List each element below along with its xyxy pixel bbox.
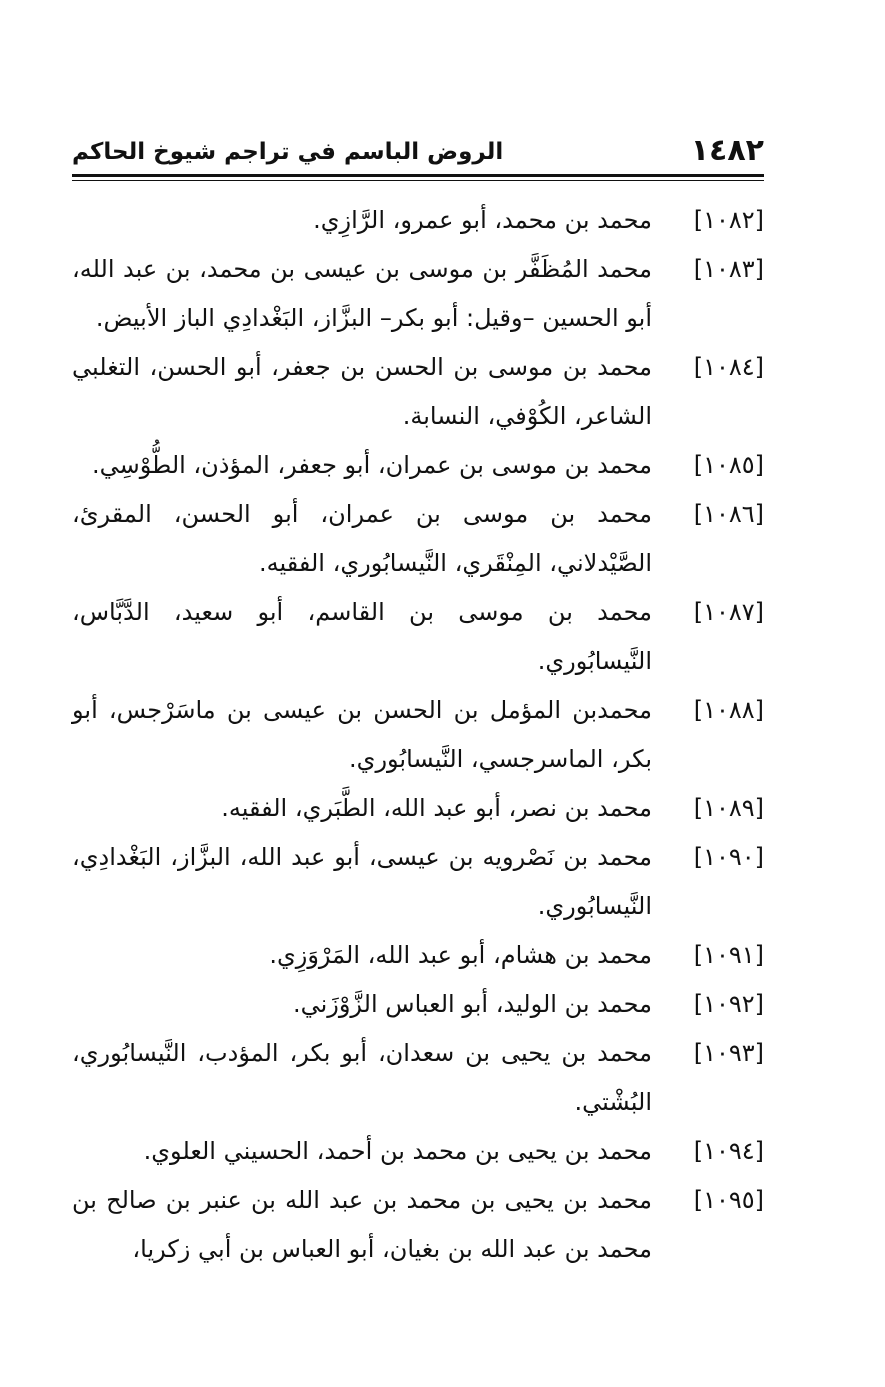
entry-text: محمد بن هشام، أبو عبد الله، المَرْوَزِي. [269, 941, 652, 969]
entry-number: [١٠٩٣] [693, 1039, 764, 1067]
entry-number: [١٠٨٢] [693, 206, 764, 234]
entry-number: [١٠٩٠] [693, 843, 764, 871]
entry-text: محمد بن يحيى بن محمد بن أحمد، الحسيني العلوي. [143, 1137, 652, 1165]
entry-number: [١٠٩٢] [693, 990, 764, 1018]
entry-text: محمد بن نَصْرويه بن عيسى، أبو عبد الله، البزَّاز، البَغْدادِي، النَّيسابُوري. [72, 843, 652, 920]
entry-1086 [72, 490, 764, 588]
entry-text: محمد المُظَفَّر بن موسى بن عيسى بن محمد، بن عبد الله، أبو الحسين –وقيل: أبو بكر– البزَّاز، البَغْدادِي الباز الأبيض. [72, 255, 652, 332]
entry-text: محمد بن موسى بن عمران، أبو جعفر، المؤذن، الطُّوْسِي. [91, 451, 652, 479]
entry-1095 [72, 1176, 764, 1274]
page-header [72, 132, 764, 170]
entry-number: [١٠٩١] [693, 941, 764, 969]
entry-number: [١٠٨٥] [693, 451, 764, 479]
entry-text: محمد بن يحيى بن سعدان، أبو بكر، المؤدب، النَّيسابُوري، البُشْتي. [72, 1039, 652, 1116]
running-title: الروض الباسم في تراجم شيوخ الحاكم [72, 139, 504, 165]
entry-number: [١٠٨٣] [693, 255, 764, 283]
entry-1085 [72, 441, 764, 490]
entry-number: [١٠٨٤] [693, 353, 764, 381]
entry-1092 [72, 980, 764, 1029]
entry-1094 [72, 1127, 764, 1176]
entry-1084 [72, 343, 764, 441]
page-number: ١٤٨٢ [690, 133, 764, 168]
entry-1082 [72, 196, 764, 245]
entry-number: [١٠٩٤] [693, 1137, 764, 1165]
header-rule-thin [72, 180, 764, 181]
entry-1091 [72, 931, 764, 980]
entry-text: محمد بن محمد، أبو عمرو، الرَّازِي. [313, 206, 652, 234]
entry-text: محمد بن يحيى بن محمد بن عبد الله بن عنبر بن صالح بن محمد بن عبد الله بن بغيان، أبو العباس بن أبي زكريا، [72, 1186, 652, 1263]
entry-1093 [72, 1029, 764, 1127]
entry-number: [١٠٩٥] [693, 1186, 764, 1214]
entry-text: محمد بن موسى بن الحسن بن جعفر، أبو الحسن، التغلبي الشاعر، الكُوْفي، النسابة. [72, 353, 652, 430]
entries-list [72, 196, 764, 1274]
entry-1087 [72, 588, 764, 686]
entry-text: محمد بن موسى بن عمران، أبو الحسن، المقرئ، الصَّيْدلاني، المِنْقَري، النَّيسابُوري، الفقيه. [72, 500, 652, 577]
entry-text: محمد بن نصر، أبو عبد الله، الطَّبَري، الفقيه. [221, 794, 652, 822]
entry-text: محمدبن المؤمل بن الحسن بن عيسى بن ماسَرْجس، أبو بكر، الماسرجسي، النَّيسابُوري. [72, 696, 652, 773]
entry-1088 [72, 686, 764, 784]
header-rule-thick [72, 174, 764, 177]
entry-1083 [72, 245, 764, 343]
entry-1089 [72, 784, 764, 833]
entry-number: [١٠٨٦] [693, 500, 764, 528]
entry-1090 [72, 833, 764, 931]
entry-text: محمد بن موسى بن القاسم، أبو سعيد، الدَّبَّاس، النَّيسابُوري. [72, 598, 652, 675]
entry-number: [١٠٨٩] [693, 794, 764, 822]
entry-number: [١٠٨٨] [693, 696, 764, 724]
entry-text: محمد بن الوليد، أبو العباس الزَّوْزَني. [292, 990, 652, 1018]
entry-number: [١٠٨٧] [693, 598, 764, 626]
